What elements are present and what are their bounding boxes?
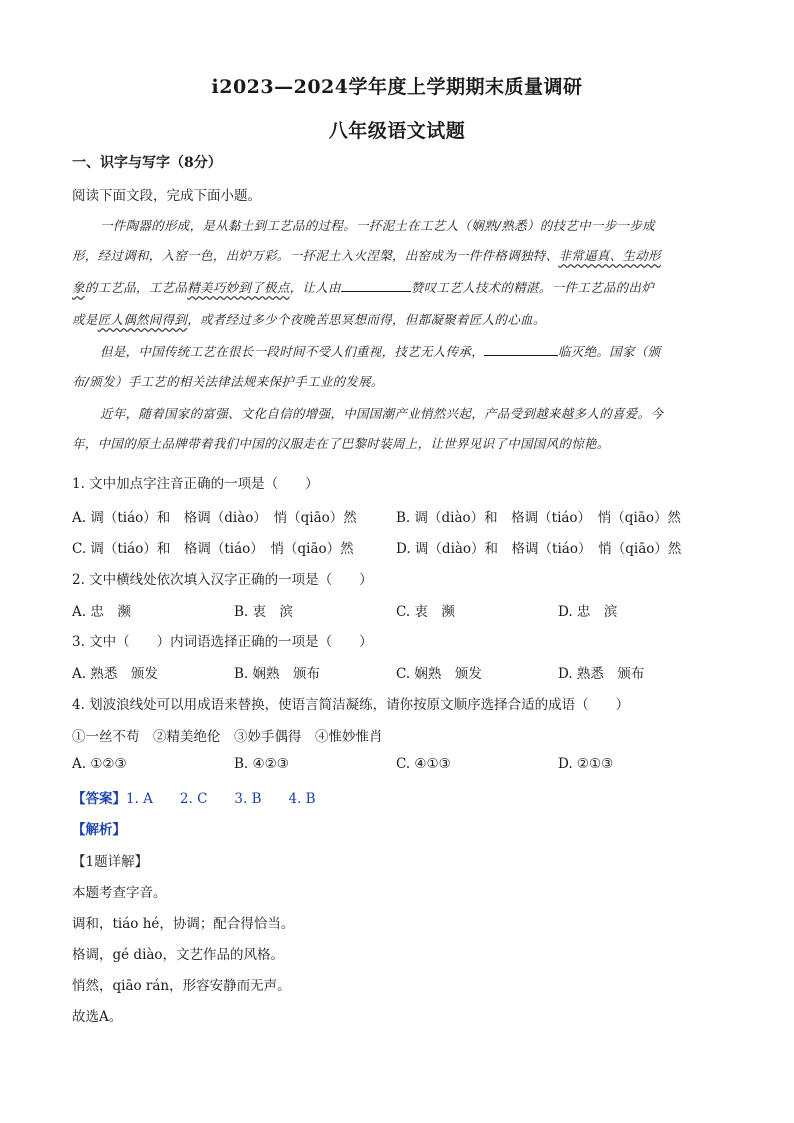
q2-option-d[interactable]: D. 忠 滨 xyxy=(558,604,618,620)
question-3-stem: 3. 文中（ ）内词语选择正确的一项是（ ） xyxy=(72,634,373,650)
reading-intro: 阅读下面文段，完成下面小题。 xyxy=(72,188,261,204)
q2-option-c[interactable]: C. 衷 濒 xyxy=(396,604,455,620)
q1-option-d[interactable]: D. 调（diào）和 格调（tiáo） 悄（qiāo）然 xyxy=(396,541,682,557)
q1-option-c[interactable]: C. 调（tiáo）和 格调（tiáo） 悄（qiāo）然 xyxy=(72,541,354,557)
fill-blank xyxy=(341,279,411,292)
passage-text: 形，经过调和，入窑一色，出炉万彩。一抔泥土入火涅槃，出窑成为一件件格调独特、 xyxy=(72,248,559,263)
wavy-phrase: 非常逼真、生动形 xyxy=(558,248,661,263)
passage-p2-line1 xyxy=(100,342,660,360)
analysis-line: 格调，gé diào，文艺作品的风格。 xyxy=(72,947,285,963)
wavy-phrase: 精美巧妙到了极点 xyxy=(187,280,290,295)
passage-text: 但是，中国传统工艺在很长一段时间不受人们重视，技艺无人传承， xyxy=(100,344,485,359)
question-1-stem: 1. 文中加点字注音正确的一项是（ ） xyxy=(72,476,319,492)
analysis-conclusion: 故选A。 xyxy=(72,1009,123,1025)
q3-option-a[interactable]: A. 熟悉 颁发 xyxy=(72,666,158,682)
q2-option-b[interactable]: B. 衷 滨 xyxy=(234,604,294,620)
q1-option-b[interactable]: B. 调（diào）和 格调（tiáo） 悄（qiāo）然 xyxy=(396,510,681,526)
answer-line xyxy=(72,787,316,807)
passage-text: ，让人由 xyxy=(289,280,341,295)
question-2-stem: 2. 文中横线处依次填入汉字正确的一项是（ ） xyxy=(72,572,373,588)
q1-analysis-heading: 【1题详解】 xyxy=(72,854,149,870)
analysis-line: 调和，tiáo hé，协调；配合得恰当。 xyxy=(72,916,295,932)
analysis-line: 本题考查字音。 xyxy=(72,885,167,901)
wavy-phrase: 匠人偶然间得到 xyxy=(97,312,188,327)
analysis-tag: 【解析】 xyxy=(72,822,126,838)
passage-p3-line2: 年，中国的原土品牌带着我们中国的汉服走在了巴黎时装周上，让世界见识了中国国风的惊艳。 xyxy=(72,436,610,451)
answer-tag: 【答案】 xyxy=(72,791,126,807)
passage-p1-line2 xyxy=(72,246,661,264)
q4-idiom-list: ①一丝不苟 ②精美绝伦 ③妙手偶得 ④惟妙惟肖 xyxy=(72,729,383,745)
q3-option-d[interactable]: D. 熟悉 颁布 xyxy=(558,666,645,682)
q4-option-a[interactable]: A. ①②③ xyxy=(72,756,127,772)
passage-p1-line4 xyxy=(72,310,546,328)
analysis-line: 悄然，qiāo rán，形容安静而无声。 xyxy=(72,978,291,994)
q4-option-c[interactable]: C. ④①③ xyxy=(396,756,451,772)
passage-text: 的工艺品，工艺品 xyxy=(84,280,188,295)
q1-option-a[interactable]: A. 调（tiáo）和 格调（diào） 悄（qiāo）然 xyxy=(72,510,357,526)
fill-blank xyxy=(484,343,558,356)
passage-text: 临灭绝。国家（颁 xyxy=(558,344,661,359)
wavy-phrase: 象 xyxy=(72,280,85,295)
passage-text: 赞叹工艺人技术的精湛。一件工艺品的出炉 xyxy=(410,280,655,295)
q3-option-c[interactable]: C. 娴熟 颁发 xyxy=(396,666,482,682)
passage-text: 或是 xyxy=(72,312,98,327)
passage-p3-line1: 近年，随着国家的富强、文化自信的增强，中国国潮产业悄然兴起，产品受到越来越多人的喜爱。今 xyxy=(100,406,664,421)
section-heading: 一、识字与写字（8分） xyxy=(72,155,222,171)
passage-p2-line2: 布/颁发）手工艺的相关法律法规来保护手工业的发展。 xyxy=(72,374,384,389)
exam-title: i2023—2024学年度上学期期末质量调研 xyxy=(211,76,583,98)
q4-option-d[interactable]: D. ②①③ xyxy=(558,756,614,772)
exam-subtitle: 八年级语文试题 xyxy=(328,120,466,142)
q4-option-b[interactable]: B. ④②③ xyxy=(234,756,289,772)
answer-values: 1. A 2. C 3. B 4. B xyxy=(126,791,316,807)
q2-option-a[interactable]: A. 忠 濒 xyxy=(72,604,131,620)
question-4-stem: 4. 划波浪线处可以用成语来替换，使语言简洁凝练，请你按原文顺序选择合适的成语（ ） xyxy=(72,697,630,713)
passage-p1-line1: 一件陶器的形成，是从黏土到工艺品的过程。一抔泥土在工艺人（娴熟/熟悉）的技艺中一步一步成 xyxy=(100,218,655,233)
passage-text: ，或者经过多少个夜晚苦思冥想而得，但都凝聚着匠人的心血。 xyxy=(187,312,546,327)
q3-option-b[interactable]: B. 娴熟 颁布 xyxy=(234,666,321,682)
passage-p1-line3 xyxy=(72,278,654,296)
